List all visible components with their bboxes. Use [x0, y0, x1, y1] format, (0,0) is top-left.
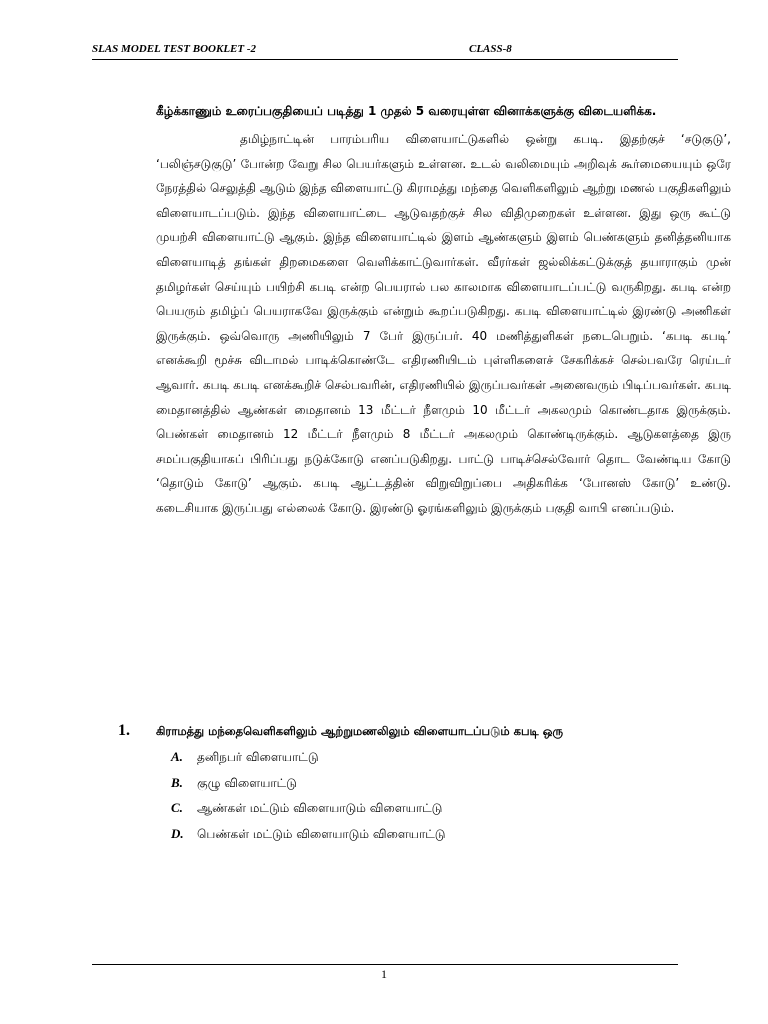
footer-divider — [92, 964, 678, 965]
page-number: 1 — [381, 967, 387, 981]
option-b — [171, 775, 445, 801]
question-text: கிராமத்து மந்தைவெளிகளிலும் ஆற்றுமணலிலும் விளையாடப்படும் கபடி ஒரு — [156, 724, 563, 738]
instruction-text: கீழ்க்காணும் உரைப்பகுதியைப் படித்து 1 முதல் 5 வரையுள்ள வினாக்களுக்கு விடையளிக்க. — [156, 104, 657, 118]
page-header — [92, 41, 678, 60]
option-a — [171, 749, 445, 775]
reading-section — [156, 99, 731, 521]
option-d — [171, 826, 445, 852]
option-letter: B. — [171, 774, 183, 790]
booklet-title: SLAS MODEL TEST BOOKLET -2 — [92, 43, 257, 55]
option-text: பெண்கள் மட்டும் விளையாடும் விளையாட்டு — [197, 826, 446, 841]
option-text: தனிநபர் விளையாட்டு — [197, 750, 319, 764]
answer-options — [171, 749, 445, 851]
reading-passage: தமிழ்நாட்டின் பாரம்பரிய விளையாட்டுகளில் ஒன்று கபடி. இதற்குச் ‘சடுகுடு’, ‘பலிஞ்சடுகுடு’ போன்ற வேறு சில பெயர்களும் உள்ளன. உடல் வலிமையும் அறிவுக் கூர்மையையும் ஒரே நேரத்தில் செலுத்தி ஆடும் இந்த விளையாட்டு கிராமத்து மந்தை வெளிகளிலும் ஆற்று மணல் பகுதிகளிலும் விளையாடப்படும். இந்த விளையாட்டை ஆடுவதற்குச் சில விதிமுறைகள் உள்ளன. இது ஒரு கூட்டு முயற்சி விளையாட்டு ஆகும். இந்த விளையாட்டில் இளம் ஆண்களும் இளம் பெண்களும் தனித்தனியாக விளையாடித் தங்கள் திறமைகளை வெளிக்காட்டுவார்கள். வீரர்கள் ஜல்லிக்கட்டுக்குத் தயாராகும் முன் தமிழர்கள் செய்யும் பயிற்சி கபடி என்ற பெயரால் பல காலமாக விளையாடப்பட்டு வருகிறது. கபடி என்ற பெயரும் தமிழ்ப் பெயராகவே இருக்கும் என்றும் கூறப்படுகிறது. கபடி விளையாட்டில் இரண்டு அணிகள் இருக்கும். ஒவ்வொரு அணியிலும் 7 பேர் இருப்பர். 40 மணித்துளிகள் நடைபெறும். ‘கபடி கபடி’ எனக்கூறி மூச்சு விடாமல் பாடிக்கொண்டே எதிரணியிடம் புள்ளிகளைச் சேகரிக்கச் செல்பவரே ரெய்டர் ஆவார். கபடி கபடி எனக்கூறிச் செல்பவரின், எதிரணியில் இருப்பவர்கள் அனைவரும் பிடிப்பவர்கள். கபடி மைதானத்தில் ஆண்கள் மைதானம் 13 மீட்டர் நீளமும் 10 மீட்டர் அகலமும் கொண்டதாக இருக்கும். பெண்கள் மைதானம் 12 மீட்டர் நீளமும் 8 மீட்டர் அகலமும் கொண்டிருக்கும். ஆடுகளத்தை இரு சமப்பகுதியாகப் பிரிப்பது நடுக்கோடு எனப்படுகிறது. பாட்டு பாடிச்செல்வோர் தொட வேண்டிய கோடு ‘தொடும் கோடு’ ஆகும். கபடி ஆட்டத்தின் விறுவிறுப்பை அதிகரிக்க ‘போனஸ் கோடு’ உண்டு. கடைசியாக இருப்பது எல்லைக் கோடு. இரண்டு ஓரங்களிலும் இருக்கும் பகுதி வாபி எனப்படும். — [156, 132, 732, 515]
option-text: குழு விளையாட்டு — [197, 775, 297, 790]
option-c — [171, 800, 445, 826]
option-text: ஆண்கள் மட்டும் விளையாடும் விளையாட்டு — [197, 801, 443, 816]
question-number: 1. — [118, 722, 130, 739]
option-letter: C. — [171, 800, 183, 816]
option-letter: A. — [171, 749, 183, 764]
class-label: CLASS-8 — [469, 43, 512, 55]
option-letter: D. — [171, 825, 184, 841]
